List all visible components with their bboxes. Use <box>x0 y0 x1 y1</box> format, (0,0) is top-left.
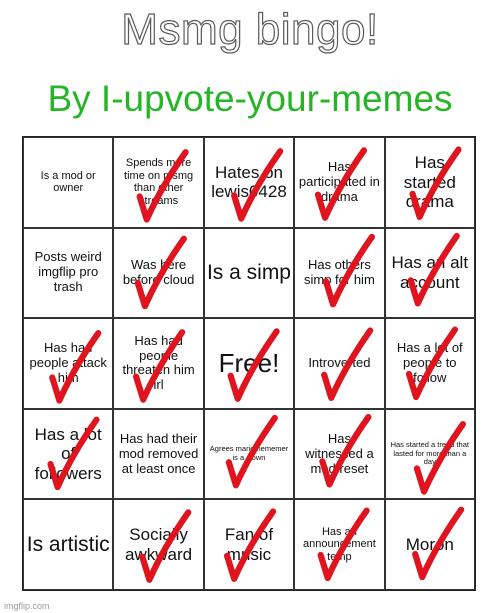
bingo-cell[interactable] <box>23 499 113 590</box>
cell-text: Is artistic <box>26 532 110 556</box>
bingo-cell[interactable] <box>385 228 475 319</box>
bingo-cell[interactable] <box>113 409 203 500</box>
bingo-cell[interactable] <box>23 137 113 228</box>
bingo-cell[interactable] <box>294 228 384 319</box>
cell-text: Has started a trend that lasted for more than a day <box>390 440 469 467</box>
bingo-cell[interactable] <box>23 318 113 409</box>
bingo-cell[interactable] <box>204 228 294 319</box>
cell-text: Has an alt account <box>391 253 469 292</box>
cell-text: Agrees mariothememer is a clown <box>209 444 289 463</box>
cell-text: Is a mod or owner <box>40 169 96 195</box>
bingo-cell[interactable] <box>204 499 294 590</box>
cell-text: Socially awkward <box>125 525 193 564</box>
cell-text: Has others simp for him <box>303 256 375 287</box>
bingo-cell[interactable] <box>23 409 113 500</box>
cell-text: Free! <box>218 347 280 378</box>
bingo-cell[interactable] <box>294 137 384 228</box>
cell-text: Hates on lewis0428 <box>211 162 287 202</box>
bingo-cell[interactable] <box>294 409 384 500</box>
imgflip-watermark: imgflip.com <box>4 601 50 611</box>
bingo-cell[interactable] <box>204 137 294 228</box>
cell-text: Has had people attack him <box>29 340 107 385</box>
cell-text: Has participated in drama <box>298 158 380 204</box>
cell-text: Has had people threaten him irl <box>122 332 195 393</box>
bingo-cell[interactable] <box>294 318 384 409</box>
cell-text: Has started drama <box>403 152 456 212</box>
bingo-cell[interactable] <box>204 409 294 500</box>
cell-text: Moron <box>405 534 454 554</box>
bingo-cell[interactable] <box>113 318 203 409</box>
bingo-cell[interactable] <box>113 499 203 590</box>
cell-text: Was here before cloud <box>122 256 195 287</box>
bingo-author: By I-upvote-your-memes <box>47 78 453 119</box>
cell-text: Has a lot of followers <box>34 424 102 483</box>
bingo-cell[interactable] <box>113 228 203 319</box>
cell-text: Has had their mod removed at least once <box>118 430 199 476</box>
cell-text: Has an announcement temp <box>303 525 376 563</box>
bingo-cell[interactable] <box>385 137 475 228</box>
cell-text: Has a lot of people to follow <box>396 340 463 385</box>
bingo-cell[interactable] <box>385 409 475 500</box>
bingo-cell[interactable] <box>385 318 475 409</box>
bingo-title: Msmg bingo! <box>121 5 379 54</box>
bingo-grid <box>22 136 476 591</box>
cell-text: Posts weird imgflip pro trash <box>34 249 102 295</box>
cell-text: Fan of music <box>224 525 274 564</box>
bingo-cell-free[interactable] <box>204 318 294 409</box>
bingo-cell[interactable] <box>385 499 475 590</box>
bingo-cell[interactable] <box>113 137 203 228</box>
bingo-cell[interactable] <box>23 228 113 319</box>
cell-text: Is a simp <box>206 260 291 284</box>
cell-text: Spends more time on msmg than other streams <box>124 157 194 207</box>
cell-text: Introverted <box>308 355 371 371</box>
bingo-cell[interactable] <box>294 499 384 590</box>
cell-text: Has witnessed a mod reset <box>305 430 374 476</box>
